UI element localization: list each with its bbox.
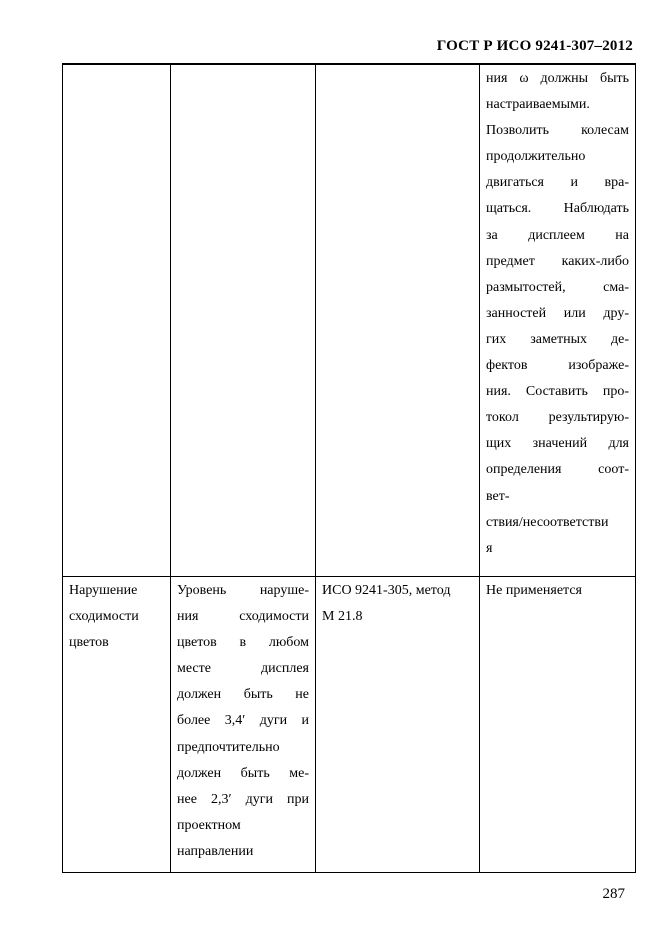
table-cell-characteristic: Нарушение сходимости цветов [63, 577, 171, 873]
page-number: 287 [602, 886, 625, 902]
table-cell-method [316, 64, 480, 577]
table-cell-test-procedure: ния ω должны быть настраиваемыми. Позволить колесам продолжительно двигаться и вра- щаться. Наблюдать за дисплеем на предмет каких-либо размытостей, сма- занностей или дру- гих заметных де- фектов изображе- ния. Составить про- токол результирую- щих значений для определения соот- вет- ствия/несоответстви я [480, 64, 636, 577]
table-cell-requirement: Уровень наруше- ния сходимости цветов в любом месте дисплея должен быть не более 3,4′ дуги и предпочтительно должен быть ме- нее 2,3′ дуги при проектном направлении [171, 577, 316, 873]
table-row [63, 577, 636, 873]
table-cell-method: ИСО 9241-305, метод М 21.8 [316, 577, 480, 873]
document-header: ГОСТ Р ИСО 9241-307–2012 [436, 38, 633, 54]
table-cell-test-procedure: Не применяется [480, 577, 636, 873]
table-row-continuation [63, 64, 636, 577]
table-cell-requirement [171, 64, 316, 577]
requirements-table [62, 63, 636, 873]
table-cell-characteristic [63, 64, 171, 577]
